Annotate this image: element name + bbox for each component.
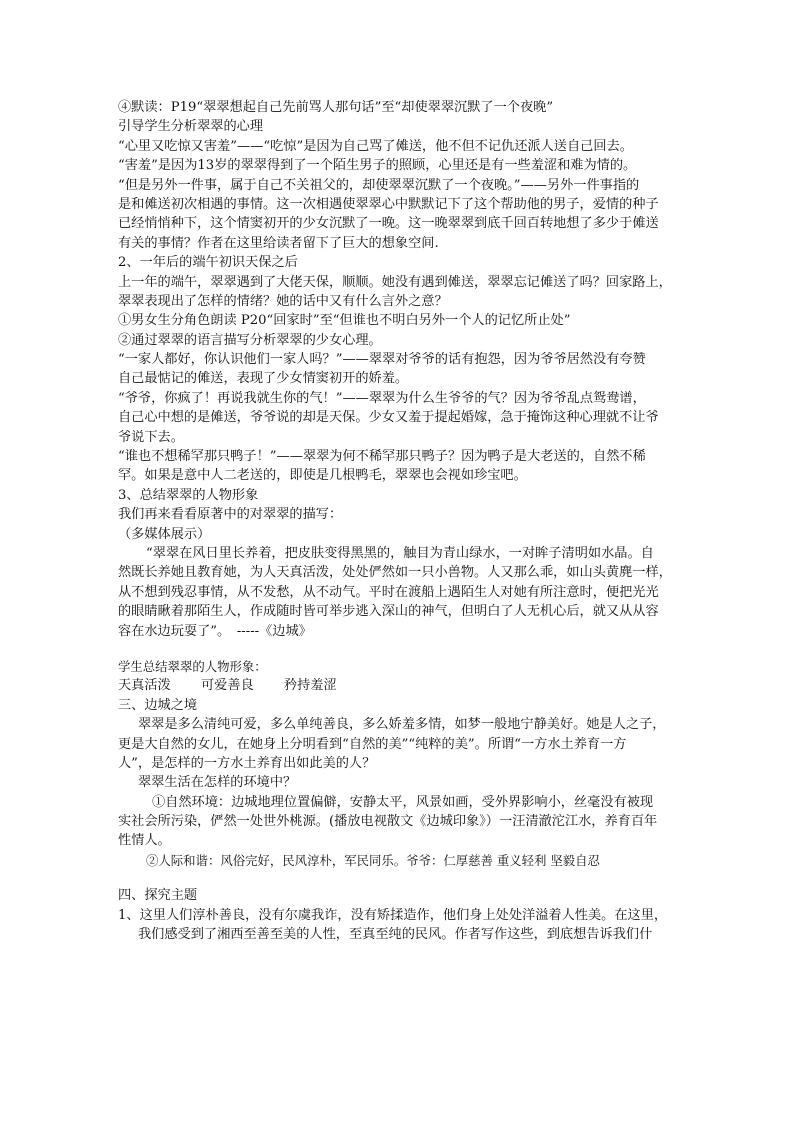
text-line: 有关的事情？作者在这里给读者留下了巨大的想象空间. xyxy=(118,235,439,251)
text-line: 翠翠表现出了怎样的情绪？她的话中又有什么言外之意？ xyxy=(118,293,448,309)
text-line: 实社会所污染，俨然一处世外桃源。(播放电视散文《边城印象》）一汪清澈沱江水，养育百年 xyxy=(118,814,658,830)
text-line: “爷爷，你疯了！再说我就生你的气！”——翠翠为什么生爷爷的气？因为爷爷乱点鸳鸯谱， xyxy=(118,390,646,406)
text-line: 罕。如果是意中人二老送的，即使是几根鸭毛，翠翠也会视如珍宝吧。 xyxy=(118,468,527,484)
trait-list xyxy=(118,676,700,695)
section-heading: 3、总结翠翠的人物形象 xyxy=(118,487,259,503)
text-line: 是和傩送初次相遇的事情。这一次相遇使翠翠心中默默记下了这个帮助他的男子，爱情的种子 xyxy=(118,196,659,212)
text-line: 更是大自然的女儿，在她身上分明看到“自然的美”“纯粹的美”。所谓“一方水土养育一方 xyxy=(118,736,627,752)
quote-line: 容在水边玩耍了”。 -----《边城》 xyxy=(118,623,312,639)
trait-item: 天真活泼 xyxy=(118,678,171,694)
quote-line: 的眼睛瞅着那陌生人，作成随时皆可举步逃入深山的神气，但明白了人无机心后，就又从从容 xyxy=(118,604,659,620)
text-line: 1、这里人们淳朴善良，没有尔虞我诈，没有矫揉造作，他们身上处处洋溢着人性美。在这里， xyxy=(118,907,668,923)
text-line: ②人际和谐：风俗完好，民风淳朴，军民同乐。爷爷：仁厚慈善 重义轻利 坚毅自忍 xyxy=(146,852,600,868)
text-line: 性情人。 xyxy=(118,833,171,849)
text-line: 上一年的端午，翠翠遇到了大佬天保，顺顺。她没有遇到傩送，翠翠忘记傩送了吗？回家路上， xyxy=(118,274,672,290)
summary-label: 学生总结翠翠的人物形象： xyxy=(118,658,267,674)
text-line: “一家人都好，你认识他们一家人吗？”——翠翠对爷爷的话有抱怨，因为爷爷居然没有夸赞 xyxy=(118,352,646,368)
text-line: “害羞”是因为13岁的翠翠得到了一个陌生男子的照顾，心里还是有一些羞涩和难为情的。 xyxy=(118,158,637,174)
text-line: “但是另外一件事，属于自己不关祖父的，却使翠翠沉默了一个夜晚。”——另外一件事指的 xyxy=(118,177,640,193)
text-line: “谁也不想稀罕那只鸭子！”——翠翠为何不稀罕那只鸭子？因为鸭子是大老送的，自然不稀 xyxy=(118,449,646,465)
text-line: 我们感受到了湘西至善至美的人性，至真至纯的民风。作者写作这些，到底想告诉我们什 xyxy=(138,927,653,943)
quote-line: 从不想到残忍事情，从不发愁，从不动气。平时在渡船上遇陌生人对她有所注意时，便把光光 xyxy=(118,584,659,600)
document-body xyxy=(118,98,700,944)
quote-line: “翠翠在风日里长养着，把皮肤变得黑黑的，触目为青山绿水，一对眸子清明如水晶。自 xyxy=(146,545,654,561)
text-line: 翠翠是多么清纯可爱，多么单纯善良，多么娇羞多情，如梦一般地宁静美好。她是人之子， xyxy=(138,717,666,733)
trait-item: 可爱善良 xyxy=(200,678,254,694)
text-line: ①自然环境：边城地理位置偏僻，安静太平，风景如画，受外界影响小，丝毫没有被现 xyxy=(152,794,654,810)
text-line: “心里又吃惊又害羞”——“吃惊”是因为自己骂了傩送，他不但不记仇还派人送自己回去。 xyxy=(118,138,633,154)
section-heading: 2、一年后的端午初识天保之后 xyxy=(118,255,298,271)
text-line: 我们再来看看原著中的对翠翠的描写： xyxy=(118,507,343,523)
text-line: 引导学生分析翠翠的心理 xyxy=(118,119,264,135)
blank-line xyxy=(118,641,700,657)
trait-item: 矜持羞涩 xyxy=(283,678,337,694)
text-line: 爷说下去。 xyxy=(118,429,184,445)
text-line: ②通过翠翠的语言描写分析翠翠的少女心理。 xyxy=(118,332,382,348)
text-line: （多媒体展示） xyxy=(118,526,211,542)
text-line: ④默读：P19“翠翠想起自己先前骂人那句话”至“却使翠翠沉默了一个夜晚” xyxy=(118,100,554,115)
blank-line xyxy=(118,870,700,886)
section-heading: 三、边城之境 xyxy=(118,697,198,713)
text-line: ①男女生分角色朗读 P20“回家时”至“但谁也不明白另外一个人的记忆所止处” xyxy=(118,313,571,329)
quote-line: 然既长养她且教育她，为人天真活泼，处处俨然如一只小兽物。人又那么乖，如山头黄麂一样， xyxy=(118,565,672,581)
text-line: 自己心中想的是傩送，爷爷说的却是天保。少女又羞于提起婚嫁，急于掩饰这种心理就不让爷 xyxy=(118,410,659,426)
text-line: 自己最惦记的傩送，表现了少女情窦初开的娇羞。 xyxy=(118,371,409,387)
text-line: 人”，是怎样的一方水土养育出如此美的人？ xyxy=(118,755,376,771)
text-line: 已经悄悄种下，这个情窦初开的少女沉默了一晚。这一晚翠翠到底千回百转地想了多少于傩送 xyxy=(118,216,659,232)
section-heading: 四、探究主题 xyxy=(118,888,198,904)
question-line: 翠翠生活在怎样的环境中？ xyxy=(138,775,297,791)
